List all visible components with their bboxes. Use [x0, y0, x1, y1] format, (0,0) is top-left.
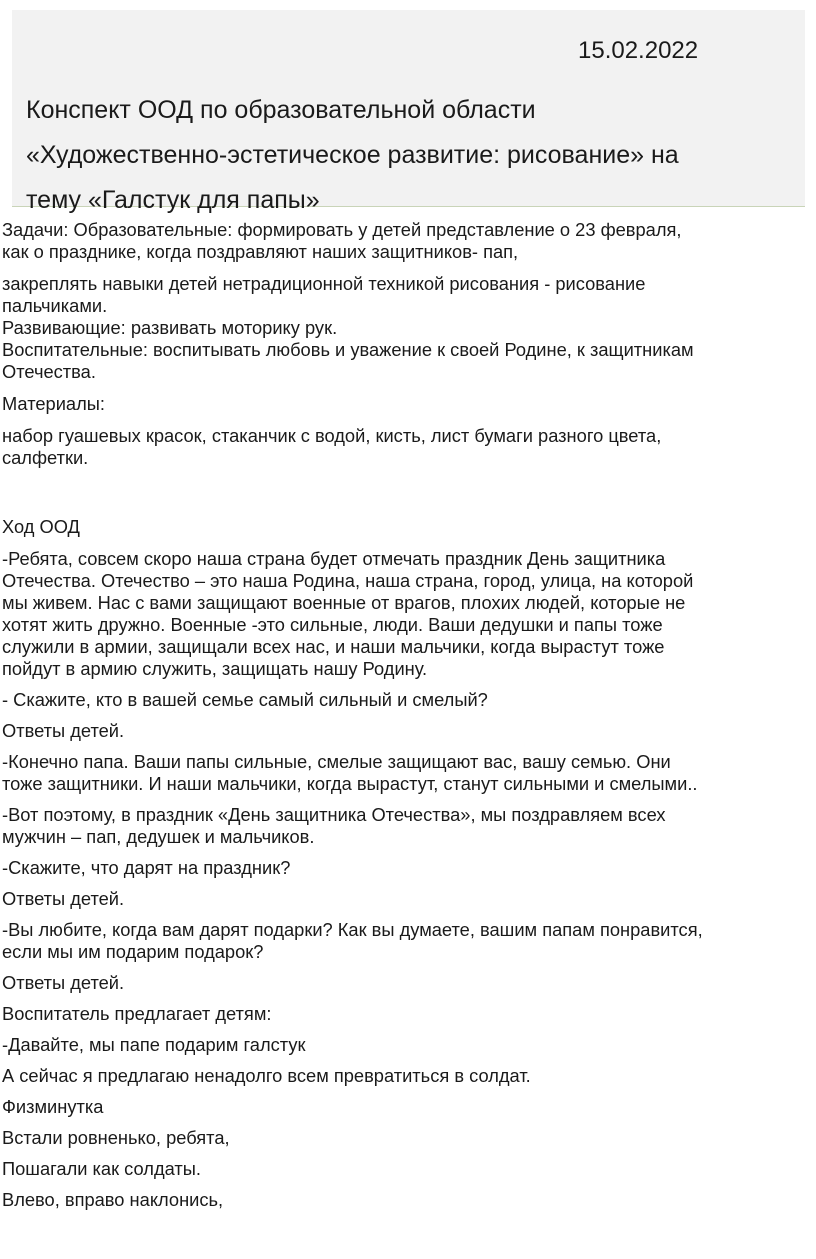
section-label-materials: Материалы:	[2, 393, 105, 414]
document-date: 15.02.2022	[578, 37, 699, 64]
text-line: пальчиками.	[2, 295, 108, 316]
text-line: если мы им подарим подарок?	[2, 941, 264, 962]
section-heading-exercise: Физминутка	[2, 1096, 104, 1117]
text-line: -Ребята, совсем скоро наша страна будет отмечать праздник День защитника	[2, 548, 666, 569]
text-line: Задачи: Образовательные: формировать у детей представление о 23 февраля,	[2, 219, 682, 240]
title-line: «Художественно-эстетическое развитие: рисование» на	[26, 141, 679, 169]
text-line: тоже защитники. И наши мальчики, когда вырастут, станут сильными и смелыми..	[2, 773, 698, 794]
section-heading-course: Ход ООД	[2, 516, 80, 537]
text-line: -Давайте, мы папе подарим галстук	[2, 1034, 306, 1055]
text-line: -Конечно папа. Ваши папы сильные, смелые защищают вас, вашу семью. Они	[2, 751, 671, 772]
text-line: Отечества. Отечество – это наша Родина, наша страна, город, улица, на которой	[2, 570, 694, 591]
text-line: как о празднике, когда поздравляют наших защитников- пап,	[2, 241, 519, 262]
text-line: - Скажите, кто в вашей семье самый сильный и смелый?	[2, 689, 488, 710]
document-title	[26, 88, 806, 223]
text-line: салфетки.	[2, 447, 89, 468]
text-line: Ответы детей.	[2, 720, 125, 741]
text-line: Пошагали как солдаты.	[2, 1158, 201, 1179]
text-line: -Вы любите, когда вам дарят подарки? Как вы думаете, вашим папам понравится,	[2, 919, 703, 940]
text-line: А сейчас я предлагаю ненадолго всем превратиться в солдат.	[2, 1065, 531, 1086]
text-line: Воспитатель предлагает детям:	[2, 1003, 272, 1024]
text-line: Влево, вправо наклонись,	[2, 1189, 224, 1210]
text-line: Ответы детей.	[2, 888, 125, 909]
title-line: тему «Галстук для папы»	[26, 186, 320, 214]
header-box	[12, 10, 805, 214]
text-line: Ответы детей.	[2, 972, 125, 993]
text-line: закреплять навыки детей нетрадиционной техникой рисования - рисование	[2, 273, 646, 294]
text-line: Встали ровненько, ребята,	[2, 1127, 230, 1148]
text-line: -Вот поэтому, в праздник «День защитника Отечества», мы поздравляем всех	[2, 804, 666, 825]
text-line: Отечества.	[2, 361, 96, 382]
text-line: пойдут в армию служить, защищать нашу Родину.	[2, 658, 428, 679]
text-line: -Скажите, что дарят на праздник?	[2, 857, 291, 878]
document-body	[2, 219, 814, 1211]
text-line: хотят жить дружно. Военные -это сильные, люди. Ваши дедушки и папы тоже	[2, 614, 663, 635]
text-line: служили в армии, защищали всех нас, и наши мальчики, когда вырастут тоже	[2, 636, 665, 657]
text-line: мы живем. Нас с вами защищают военные от врагов, плохих людей, которые не	[2, 592, 686, 613]
text-line: Воспитательные: воспитывать любовь и уважение к своей Родине, к защитникам	[2, 339, 694, 360]
text-line: набор гуашевых красок, стаканчик с водой, кисть, лист бумаги разного цвета,	[2, 425, 662, 446]
title-line: Конспект ООД по образовательной области	[26, 96, 536, 124]
text-line: мужчин – пап, дедушек и мальчиков.	[2, 826, 315, 847]
text-line: Развивающие: развивать моторику рук.	[2, 317, 338, 338]
